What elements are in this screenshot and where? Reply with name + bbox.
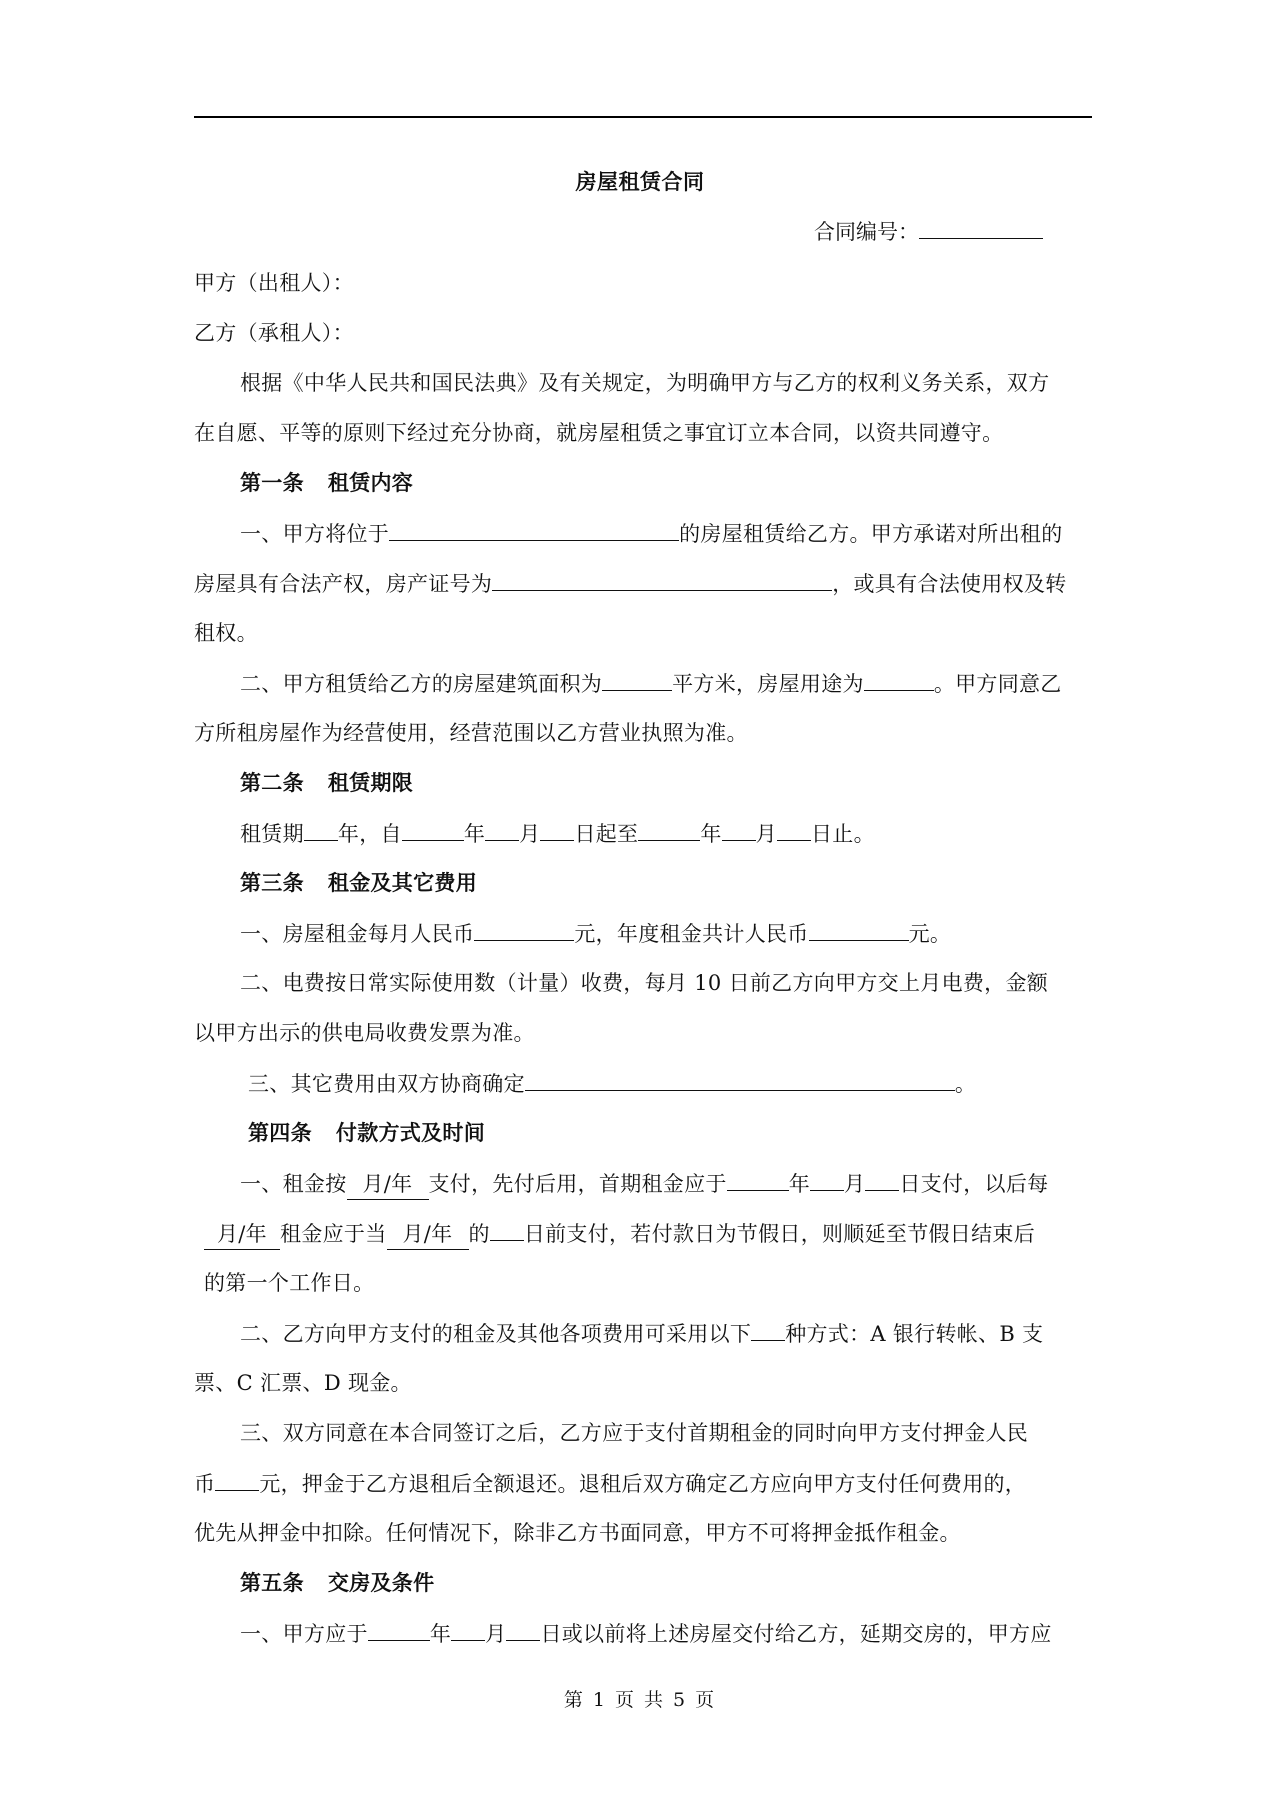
article-5-heading bbox=[240, 1568, 1092, 1598]
article-4-para-1-line-3: 的第一个工作日。 bbox=[204, 1271, 375, 1295]
article-5-number: 第五条 bbox=[240, 1570, 304, 1595]
article-5-title: 交房及条件 bbox=[327, 1570, 435, 1595]
article-4-para-3-line-2 bbox=[194, 1468, 1092, 1499]
text-segment: 日支付，以后每 bbox=[899, 1172, 1049, 1196]
text-segment: 租金应于当 bbox=[280, 1222, 387, 1246]
article-4-para-3-line-3: 优先从押金中扣除。任何情况下，除非乙方书面同意，甲方不可将押金抵作租金。 bbox=[194, 1521, 961, 1545]
article-4-para-1-line-1 bbox=[240, 1168, 1092, 1200]
article-1-para-2-line-2: 方所租房屋作为经营使用，经营范围以乙方营业执照为准。 bbox=[194, 721, 748, 745]
other-fees-blank bbox=[525, 1068, 955, 1091]
article-4-para-2-line-1 bbox=[240, 1318, 1092, 1349]
start-year-blank bbox=[402, 818, 464, 841]
start-day-blank bbox=[540, 818, 574, 841]
text-segment: 。 bbox=[954, 1072, 977, 1096]
text-segment: 元，年度租金共计人民币 bbox=[574, 922, 809, 946]
article-1-para-1-line-1 bbox=[240, 518, 1092, 549]
area-blank bbox=[602, 668, 672, 691]
handover-year-blank bbox=[368, 1618, 430, 1641]
contract-number-label: 合同编号： bbox=[814, 220, 919, 244]
text-segment: 平方米，房屋用途为 bbox=[672, 672, 864, 696]
contract-number bbox=[814, 216, 1043, 247]
article-3-heading bbox=[240, 868, 1092, 898]
handover-month-blank bbox=[451, 1618, 485, 1641]
article-1-para-1-line-3: 租权。 bbox=[194, 621, 258, 645]
monthly-rent-blank bbox=[474, 918, 574, 941]
text-segment: 年 bbox=[700, 822, 722, 846]
usage-blank bbox=[864, 668, 934, 691]
first-pay-month-blank bbox=[810, 1168, 844, 1191]
article-3-para-2-line-2: 以甲方出示的供电局收费发票为准。 bbox=[194, 1021, 535, 1045]
text-segment: 年 bbox=[429, 1622, 452, 1646]
intro-line-1: 根据《中华人民共和国民法典》及有关规定，为明确甲方与乙方的权利义务关系，双方 bbox=[240, 371, 1050, 395]
text-segment: 年 bbox=[788, 1172, 811, 1196]
text-segment: ，或具有合法使用权及转 bbox=[832, 572, 1067, 596]
term-years-blank bbox=[304, 818, 338, 841]
article-3-number: 第三条 bbox=[240, 870, 304, 895]
article-5-para-1-line-1 bbox=[240, 1618, 1092, 1649]
text-segment: 月 bbox=[485, 1622, 507, 1646]
intro-line-2: 在自愿、平等的原则下经过充分协商，就房屋租赁之事宜订立本合同，以资共同遵守。 bbox=[194, 421, 1004, 445]
text-segment: 日止。 bbox=[810, 822, 875, 846]
article-4-para-2-line-2: 票、C 汇票、D 现金。 bbox=[194, 1371, 412, 1395]
text-segment: 月 bbox=[755, 822, 777, 846]
text-segment: 一、甲方将位于 bbox=[240, 522, 390, 546]
pay-day-blank bbox=[490, 1218, 524, 1241]
text-segment: 元。 bbox=[908, 922, 952, 946]
text-segment: 日起至 bbox=[574, 822, 639, 846]
article-4-para-3-line-1: 三、双方同意在本合同签订之后，乙方应于支付首期租金的同时向甲方支付押金人民 bbox=[240, 1421, 1029, 1445]
annual-rent-blank bbox=[809, 918, 909, 941]
article-4-title: 付款方式及时间 bbox=[335, 1120, 486, 1145]
end-day-blank bbox=[777, 818, 811, 841]
text-segment: 支付，先付后用，首期租金应于 bbox=[428, 1172, 727, 1196]
page-footer: 第 1 页 共 5 页 bbox=[563, 1689, 717, 1711]
text-segment: 年 bbox=[463, 822, 486, 846]
text-segment: 月 bbox=[844, 1172, 866, 1196]
text-segment: 元，押金于乙方退租后全额退还。退租后双方确定乙方应向甲方支付任何费用的， bbox=[259, 1472, 1027, 1496]
article-2-term-line bbox=[240, 818, 1092, 849]
article-4-number: 第四条 bbox=[248, 1120, 312, 1145]
text-segment: 日前支付，若付款日为节假日，则顺延至节假日结束后 bbox=[523, 1222, 1036, 1246]
text-segment: 租赁期 bbox=[240, 822, 304, 846]
text-segment: 一、甲方应于 bbox=[240, 1622, 368, 1646]
deposit-blank bbox=[215, 1468, 259, 1491]
pay-cycle-field-3: 月/年 bbox=[387, 1219, 469, 1250]
text-segment: 。甲方同意乙 bbox=[933, 672, 1062, 696]
text-segment: 的房屋租赁给乙方。甲方承诺对所出租的 bbox=[679, 522, 1063, 546]
party-b-line: 乙方（承租人）： bbox=[194, 321, 354, 345]
header-rule bbox=[194, 116, 1092, 118]
text-segment: 二、甲方租赁给乙方的房屋建筑面积为 bbox=[240, 672, 603, 696]
text-segment: 一、租金按 bbox=[240, 1172, 347, 1196]
article-1-para-2-line-1 bbox=[240, 668, 1092, 699]
text-segment: 房屋具有合法产权，房产证号为 bbox=[194, 572, 493, 596]
article-3-para-2-line-1: 二、电费按日常实际使用数（计量）收费，每月 10 日前乙方向甲方交上月电费，金额 bbox=[240, 971, 1049, 995]
text-segment: 的 bbox=[468, 1222, 490, 1246]
handover-day-blank bbox=[506, 1618, 540, 1641]
article-4-heading bbox=[248, 1118, 1092, 1148]
end-year-blank bbox=[638, 818, 700, 841]
article-1-heading bbox=[240, 468, 1092, 498]
article-1-number: 第一条 bbox=[240, 470, 304, 495]
start-month-blank bbox=[485, 818, 519, 841]
article-3-title: 租金及其它费用 bbox=[327, 870, 478, 895]
text-segment: 一、房屋租金每月人民币 bbox=[240, 922, 475, 946]
party-a-line: 甲方（出租人）： bbox=[194, 271, 354, 295]
text-segment: 三、其它费用由双方协商确定 bbox=[248, 1072, 525, 1096]
article-2-number: 第二条 bbox=[240, 770, 304, 795]
text-segment: 币 bbox=[194, 1472, 216, 1496]
article-2-heading bbox=[240, 768, 1092, 798]
text-segment: 日或以前将上述房屋交付给乙方，延期交房的，甲方应 bbox=[540, 1622, 1052, 1646]
pay-cycle-field: 月/年 bbox=[347, 1169, 429, 1200]
property-cert-blank bbox=[492, 568, 832, 591]
article-2-title: 租赁期限 bbox=[327, 770, 414, 795]
address-blank bbox=[389, 518, 679, 541]
article-3-para-1 bbox=[240, 918, 1092, 949]
end-month-blank bbox=[722, 818, 756, 841]
article-1-title: 租赁内容 bbox=[327, 470, 414, 495]
text-segment: 年，自 bbox=[337, 822, 402, 846]
contract-number-blank bbox=[919, 216, 1043, 239]
article-1-para-1-line-2 bbox=[194, 568, 1092, 599]
pay-cycle-field-2: 月/年 bbox=[204, 1219, 280, 1250]
document-title: 房屋租赁合同 bbox=[575, 169, 705, 194]
article-4-para-1-line-2 bbox=[204, 1218, 1092, 1250]
first-pay-year-blank bbox=[727, 1168, 789, 1191]
text-segment: 种方式：A 银行转帐、B 支 bbox=[785, 1322, 1044, 1346]
article-3-para-3 bbox=[248, 1068, 1092, 1099]
payment-method-blank bbox=[751, 1318, 785, 1341]
first-pay-day-blank bbox=[865, 1168, 899, 1191]
text-segment: 月 bbox=[519, 822, 541, 846]
text-segment: 二、乙方向甲方支付的租金及其他各项费用可采用以下 bbox=[240, 1322, 752, 1346]
